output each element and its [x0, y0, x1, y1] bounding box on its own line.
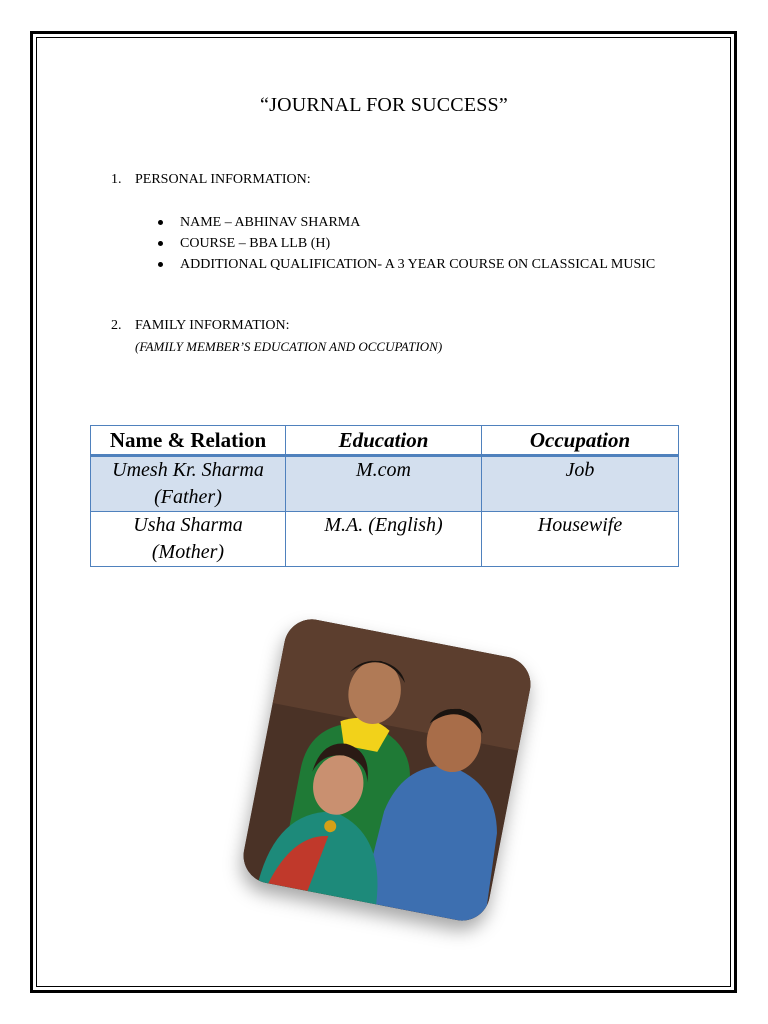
family-member-name: Umesh Kr. Sharma: [112, 459, 264, 481]
cell-education: M.com: [286, 456, 482, 512]
section-2-number: 2.: [111, 318, 122, 333]
family-member-relation: (Mother): [151, 541, 225, 563]
document-title: “JOURNAL FOR SUCCESS”: [260, 94, 508, 116]
list-item: [158, 254, 658, 275]
family-photo: [239, 615, 536, 926]
header-name-relation: Name & Relation: [91, 426, 286, 456]
cell-occupation: Housewife: [482, 512, 679, 567]
header-occupation: Occupation: [482, 426, 679, 456]
section-2-sublabel: (FAMILY MEMBER’S EDUCATION AND OCCUPATION): [135, 339, 443, 354]
section-2-label: FAMILY INFORMATION:: [135, 318, 290, 333]
table-row: [91, 456, 679, 512]
personal-name: NAME – ABHINAV SHARMA: [180, 215, 361, 230]
cell-name-relation: [91, 512, 286, 567]
personal-info-list: [158, 212, 658, 275]
family-table: [90, 425, 679, 567]
family-member-relation: (Father): [154, 486, 222, 508]
cell-education: M.A. (English): [286, 512, 482, 567]
bullet-icon: [158, 220, 163, 225]
bullet-icon: [158, 241, 163, 246]
personal-course: COURSE – BBA LLB (H): [180, 236, 331, 251]
header-education: Education: [286, 426, 482, 456]
table-header-row: [91, 426, 679, 456]
bullet-icon: [158, 262, 163, 267]
family-photo-illustration: [239, 615, 536, 926]
cell-name-relation: [91, 456, 286, 512]
family-member-name: Usha Sharma: [133, 514, 243, 536]
personal-qualification: ADDITIONAL QUALIFICATION- A 3 YEAR COURSE ON CLASSICAL MUSIC: [180, 257, 656, 272]
section-1-number: 1.: [111, 172, 122, 187]
list-item: [158, 212, 658, 233]
table-row: [91, 512, 679, 567]
section-1-label: PERSONAL INFORMATION:: [135, 172, 311, 187]
list-item: [158, 233, 658, 254]
cell-occupation: Job: [482, 456, 679, 512]
